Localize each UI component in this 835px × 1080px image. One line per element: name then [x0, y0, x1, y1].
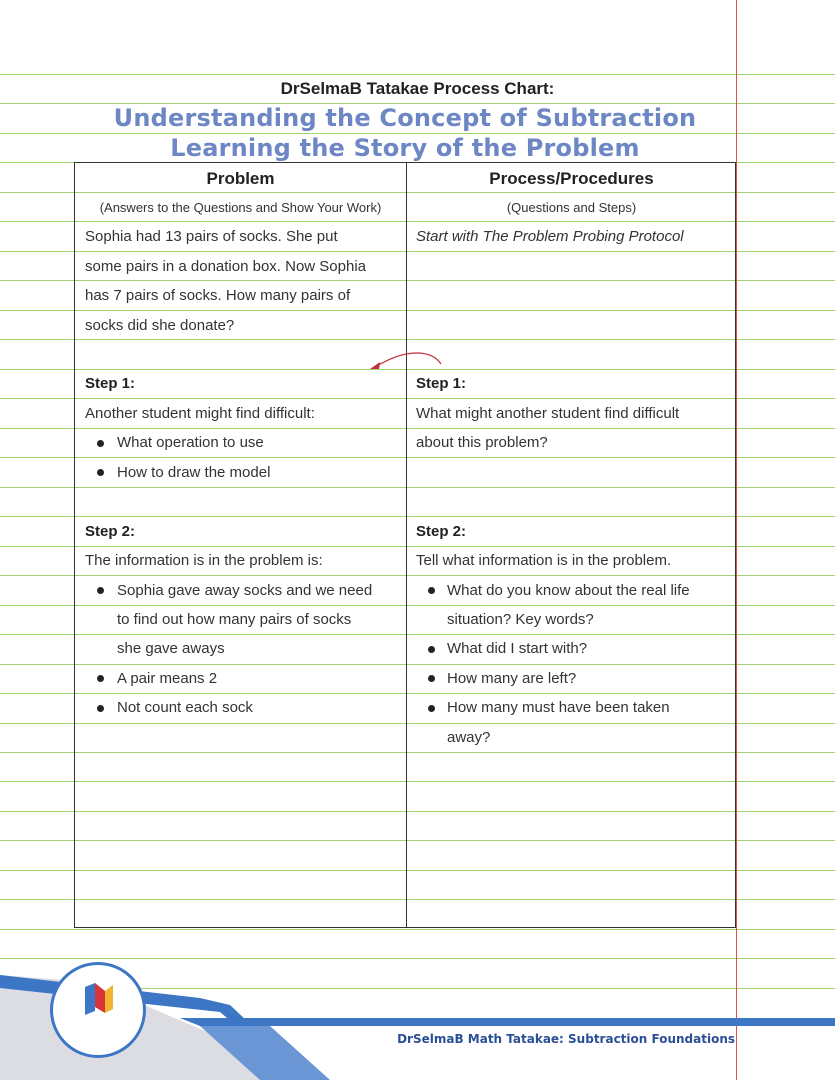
step2-left-intro: The information is in the problem is:	[85, 552, 323, 569]
logo-circle	[50, 962, 146, 1058]
problem-text-line: some pairs in a donation box. Now Sophia	[85, 258, 367, 275]
protocol-instruction: Start with The Problem Probing Protocol	[416, 228, 684, 245]
chart-title: DrSelmaB Tatakae Process Chart:	[280, 79, 555, 98]
step1-right-label: Step 1:	[416, 375, 467, 392]
bullet-icon	[97, 587, 104, 594]
step2-right-label: Step 2:	[416, 523, 467, 540]
problem-text-line: has 7 pairs of socks. How many pairs of	[85, 287, 351, 304]
problem-column-subheader: (Answers to the Questions and Show Your Work)	[99, 200, 382, 215]
step1-left-bullet: How to draw the model	[117, 464, 271, 481]
step2-left-bullet: A pair means 2	[117, 670, 218, 687]
page-title-line-1: Understanding the Concept of Subtraction	[113, 104, 697, 132]
bullet-icon	[428, 646, 435, 653]
step2-right-intro: Tell what information is in the problem.	[416, 552, 672, 569]
step2-left-bullet-line: Sophia gave away socks and we need	[117, 582, 373, 599]
step2-right-bullet-line: What do you know about the real life	[447, 582, 690, 599]
problem-text-line: Sophia had 13 pairs of socks. She put	[85, 228, 338, 245]
page-title-line-2: Learning the Story of the Problem	[170, 134, 640, 162]
step2-right-bullet-line: situation? Key words?	[447, 611, 594, 628]
step2-left-label: Step 2:	[85, 523, 136, 540]
bullet-icon	[97, 675, 104, 682]
problem-text-line: socks did she donate?	[85, 317, 235, 334]
problem-column-header: Problem	[206, 169, 275, 188]
step1-left-intro: Another student might find difficult:	[85, 405, 315, 422]
bullet-icon	[428, 587, 435, 594]
bullet-icon	[97, 440, 104, 447]
process-column-subheader: (Questions and Steps)	[506, 200, 637, 215]
step2-left-bullet-line: to find out how many pairs of socks	[117, 611, 352, 628]
bullet-icon	[97, 705, 104, 712]
step2-left-bullet: Not count each sock	[117, 699, 253, 716]
step2-right-bullet: How many are left?	[447, 670, 577, 687]
logo-icon	[83, 981, 115, 1017]
step2-right-bullet-line: away?	[447, 729, 491, 746]
step2-left-bullet-line: she gave aways	[117, 640, 225, 657]
step1-left-label: Step 1:	[85, 375, 136, 392]
process-chart-table	[74, 162, 736, 928]
step2-right-bullet-line: How many must have been taken	[447, 699, 670, 716]
red-margin-line	[736, 0, 737, 1080]
step2-right-bullet: What did I start with?	[447, 640, 588, 657]
curved-arrow-icon	[365, 347, 445, 373]
bullet-icon	[428, 675, 435, 682]
step1-right-line: What might another student find difficult	[416, 405, 680, 422]
bullet-icon	[428, 705, 435, 712]
bullet-icon	[97, 469, 104, 476]
column-divider	[406, 163, 407, 927]
step1-right-line: about this problem?	[416, 434, 548, 451]
process-column-header: Process/Procedures	[489, 169, 654, 188]
footer-series-title: DrSelmaB Math Tatakae: Subtraction Foundations	[397, 1032, 735, 1046]
step1-left-bullet: What operation to use	[117, 434, 264, 451]
